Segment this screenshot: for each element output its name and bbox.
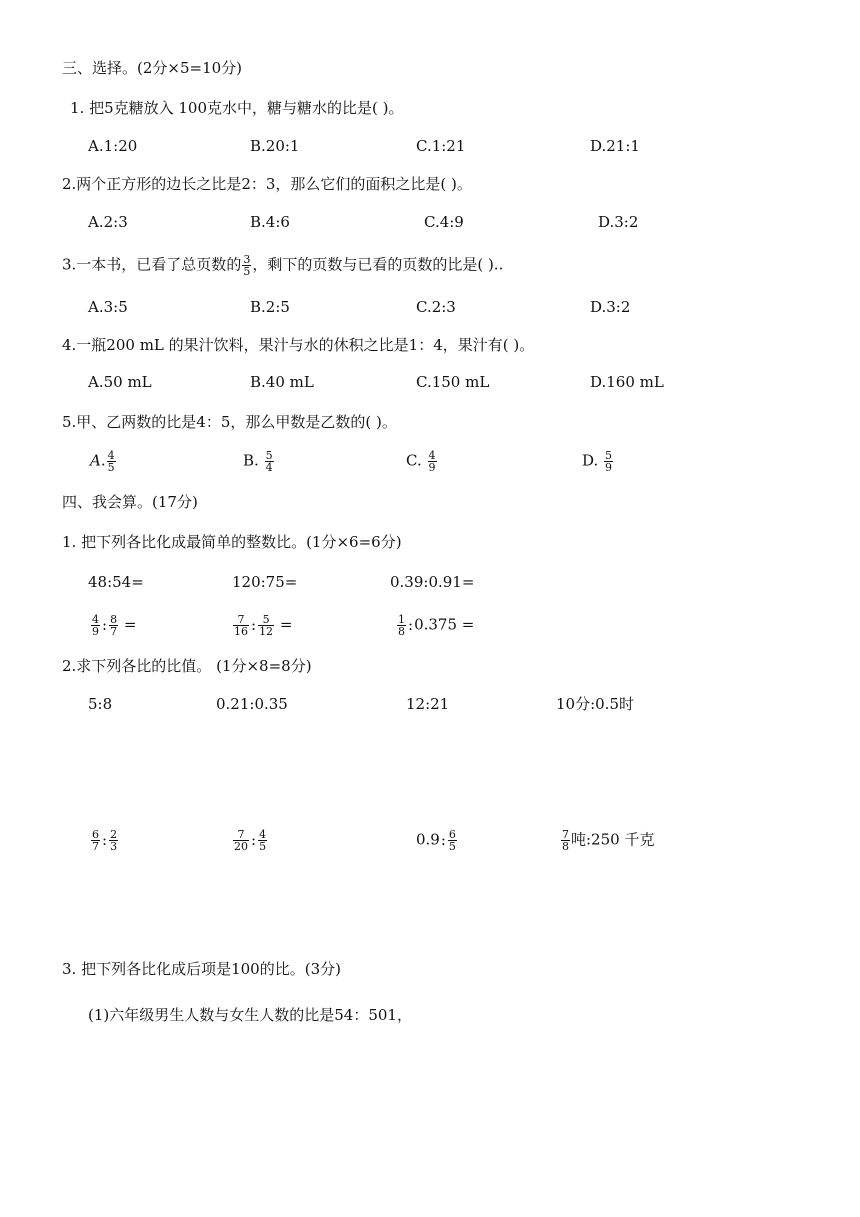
option-prefix: C.: [406, 451, 422, 470]
option-fraction: [428, 450, 437, 473]
fraction-denominator: 12: [259, 625, 274, 638]
fraction-denominator: 7: [92, 840, 99, 853]
option-fraction: [265, 450, 274, 473]
fraction-numerator: 7: [237, 613, 245, 626]
ratio-first-fraction: [91, 829, 100, 852]
q3-option-b: B.2:5: [250, 298, 290, 316]
calc-q1-item-2: 120:75=: [232, 573, 298, 591]
calc-q1-item-3: 0.39:0.91=: [390, 573, 475, 591]
fraction-denominator: 7: [110, 625, 118, 638]
fraction-denominator: 20: [234, 840, 248, 853]
q3-text-before: 3.一本书，已看了总页数的: [62, 255, 242, 274]
ratio-first-term: 0.9: [416, 830, 440, 849]
q3-text-after: ，剩下的页数与已看的页数的比是( )..: [252, 255, 504, 274]
fraction-numerator: 6: [448, 828, 456, 841]
fraction-numerator: 5: [265, 449, 273, 462]
option-prefix: B.: [243, 451, 259, 470]
option-prefix: A.: [90, 451, 106, 470]
calc-q1-item-5: $\frac{7}{16}$ : $\frac{5}{12}$ =: [234, 613, 293, 638]
fraction-numerator: 2: [110, 828, 118, 841]
equals-sign: =: [461, 615, 475, 634]
fraction-numerator: 5: [605, 449, 613, 462]
ratio-first-fraction: [91, 614, 100, 637]
fraction-denominator: 5: [259, 840, 267, 853]
q5-option-b: [243, 450, 275, 473]
q3-option-d: D.3:2: [590, 298, 631, 316]
calc-q2-item-8: [560, 829, 654, 852]
q4-option-b: B.40 mL: [250, 373, 314, 391]
option-prefix: D.: [582, 451, 599, 470]
ratio-first-fraction: [233, 614, 249, 637]
calc-q2-item-2: 0.21:0.35: [216, 695, 288, 713]
section4-heading: 四、我会算。(17分): [62, 493, 198, 511]
equals-sign: =: [279, 615, 293, 634]
fraction-denominator: 3: [110, 840, 118, 853]
q4-option-d: D.160 mL: [590, 373, 664, 391]
fraction-denominator: 4: [265, 461, 273, 474]
calc-q2-item-1: 5:8: [88, 695, 113, 713]
calc-q3: 3. 把下列各比化成后项是100的比。(3分): [62, 960, 341, 978]
calc-q2-item-3: 12:21: [406, 695, 450, 713]
q1-option-d: D.21:1: [590, 137, 640, 155]
fraction-numerator: 3: [243, 253, 251, 266]
question-4: 4.一瓶200 mL 的果汁饮料，果汁与水的休积之比是1：4，果汁有( )。: [62, 336, 535, 354]
calc-q2-item-7: 0.9: $\frac{6}{5}$: [416, 828, 456, 853]
q5-option-a: [90, 450, 117, 473]
ratio-unit-text: 吨:250 千克: [571, 830, 655, 849]
option-fraction: [107, 450, 116, 473]
q1-option-b: B.20:1: [250, 137, 300, 155]
fraction-denominator: 5: [243, 265, 251, 278]
q1-option-a: A.1:20: [88, 137, 138, 155]
ratio-second-fraction: [258, 829, 267, 852]
q5-option-c: [406, 450, 438, 473]
ratio-second-term: 0.375: [414, 615, 458, 634]
question-1: 1. 把5克糖放入 100克水中，糖与糖水的比是( )。: [70, 99, 404, 117]
ratio-second-fraction: [109, 614, 118, 637]
option-fraction: [604, 450, 613, 473]
ratio-first-fraction: [233, 829, 249, 852]
fraction-numerator: 4: [428, 449, 436, 462]
fraction-numerator: 6: [92, 828, 99, 841]
q3-option-c: C.2:3: [416, 298, 456, 316]
calc-q2-item-4: 10分:0.5时: [556, 695, 634, 713]
ratio-second-fraction: [258, 614, 274, 637]
fraction-denominator: 9: [605, 461, 613, 474]
equals-sign: =: [123, 615, 137, 634]
fraction-denominator: 5: [107, 461, 115, 474]
fraction-numerator: 5: [262, 613, 270, 626]
fraction-numerator: 1: [398, 613, 405, 626]
q4-option-c: C.150 mL: [416, 373, 490, 391]
fraction-denominator: 5: [448, 840, 456, 853]
q4-option-a: A.50 mL: [88, 373, 152, 391]
fraction-numerator: 7: [562, 828, 569, 841]
fraction-denominator: 9: [92, 625, 99, 638]
question-2: 2.两个正方形的边长之比是2：3，那么它们的面积之比是( )。: [62, 175, 472, 193]
calc-q2-item-5: $\frac{6}{7}$ : $\frac{2}{3}$: [92, 828, 118, 853]
ratio-second-fraction: [448, 829, 457, 852]
q2-option-d: D.3:2: [598, 213, 639, 231]
q2-option-b: B.4:6: [250, 213, 290, 231]
ratio-first-fraction: [397, 614, 406, 637]
fraction-denominator: 16: [234, 625, 248, 638]
calc-q2: 2.求下列各比的比值。 (1分×8=8分): [62, 657, 312, 675]
fraction-denominator: 8: [398, 625, 405, 638]
calc-q1-item-4: $\frac{4}{9}$ : $\frac{8}{7}$ =: [92, 613, 137, 638]
fraction-numerator: 7: [237, 828, 245, 841]
calc-q1-item-6: $\frac{1}{8}$ :0.375 =: [398, 613, 475, 638]
q3-option-a: A.3:5: [88, 298, 128, 316]
fraction-denominator: 8: [562, 840, 569, 853]
section3-heading: 三、选择。(2分×5=10分): [62, 59, 243, 77]
q5-option-d: [582, 450, 614, 473]
q3-fraction: [242, 254, 251, 277]
q1-option-c: C.1:21: [416, 137, 466, 155]
fraction-numerator: 8: [110, 613, 118, 626]
ratio-second-fraction: [109, 829, 118, 852]
fraction-numerator: 4: [107, 449, 115, 462]
question-5: 5.甲、乙两数的比是4：5，那么甲数是乙数的( )。: [62, 413, 397, 431]
fraction-numerator: 4: [259, 828, 267, 841]
calc-q1-item-1: 48:54=: [88, 573, 144, 591]
calc-q3-sub1: (1)六年级男生人数与女生人数的比是54：501，: [88, 1006, 412, 1024]
calc-q2-item-6: $\frac{7}{20}$ : $\frac{4}{5}$: [234, 828, 267, 853]
question-3: [62, 254, 503, 277]
calc-q1: 1. 把下列各比化成最简单的整数比。(1分×6=6分): [62, 533, 402, 551]
fraction-numerator: 4: [92, 613, 99, 626]
q2-option-c: C.4:9: [424, 213, 464, 231]
fraction-denominator: 9: [428, 461, 436, 474]
ratio-first-fraction: [561, 829, 570, 852]
q2-option-a: A.2:3: [88, 213, 128, 231]
